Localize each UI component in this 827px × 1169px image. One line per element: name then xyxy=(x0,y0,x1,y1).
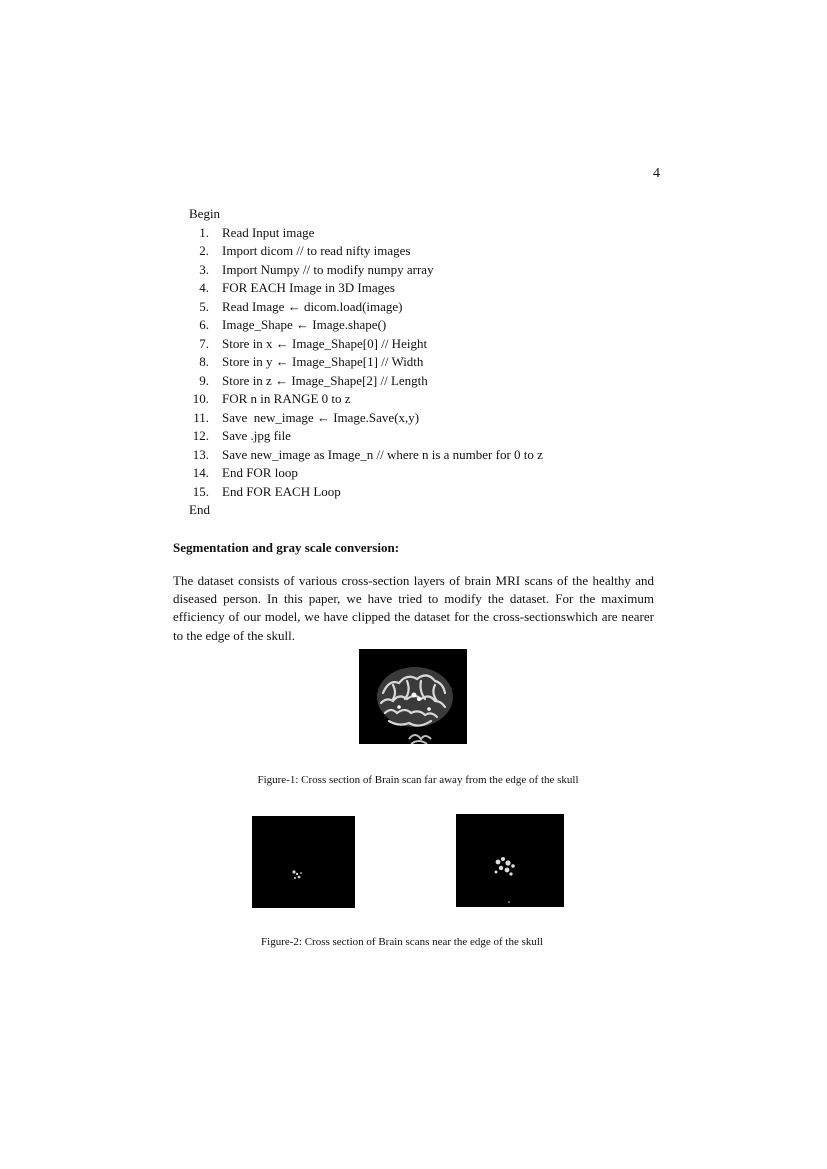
algorithm-step xyxy=(189,242,669,261)
figure-2-mri-image-right xyxy=(456,814,564,907)
step-number: 2. xyxy=(199,243,209,258)
step-text: Save .jpg file xyxy=(222,428,291,443)
figure-2-caption: Figure-2: Cross section of Brain scans near the edge of the skull xyxy=(261,936,543,948)
figure-2-right-graphic xyxy=(456,814,564,907)
step-number: 4. xyxy=(199,280,209,295)
algorithm-step xyxy=(189,464,669,483)
step-number: 1. xyxy=(199,224,209,240)
algorithm-step xyxy=(189,316,669,335)
figure-1-mri-image xyxy=(359,649,467,744)
step-text: FOR EACH Image in 3D Images xyxy=(222,280,395,295)
figure-2-left-graphic xyxy=(252,816,355,908)
step-text: Save new_image ← Image.Save(x,y) xyxy=(222,409,420,425)
algorithm-step xyxy=(189,446,669,465)
algorithm-step xyxy=(189,353,669,372)
algorithm-step xyxy=(189,372,669,391)
algorithm-step xyxy=(189,298,669,317)
algorithm-step xyxy=(189,427,669,446)
step-number: 12. xyxy=(192,428,209,443)
step-number: 5. xyxy=(199,298,209,314)
figure-1-caption: Figure-1: Cross section of Brain scan far away from the edge of the skull xyxy=(257,774,579,786)
step-number: 7. xyxy=(199,335,209,351)
algorithm-step xyxy=(189,224,669,243)
step-text: End FOR EACH Loop xyxy=(222,483,341,499)
step-text: End FOR loop xyxy=(222,465,298,480)
algorithm-step xyxy=(189,279,669,298)
section-heading: Segmentation and gray scale conversion: xyxy=(173,540,400,555)
algorithm-steps xyxy=(189,224,669,502)
step-number: 10. xyxy=(192,391,209,406)
algorithm-step xyxy=(189,390,669,409)
algorithm-step xyxy=(189,409,669,428)
step-number: 3. xyxy=(199,261,209,277)
algorithm-block xyxy=(189,205,669,520)
step-number: 15. xyxy=(192,483,209,499)
step-number: 13. xyxy=(192,446,209,462)
section-paragraph: The dataset consists of various cross-section layers of brain MRI scans of the healthy and diseased person. In this paper, we have tried to modify the dataset. For the maximum efficiency of our model, we have clipped the dataset for the cross-sectionswhich are nearer to the edge of the skull. xyxy=(173,573,654,643)
algorithm-step xyxy=(189,335,669,354)
figure-2-mri-image-left xyxy=(252,816,355,908)
step-text: Store in x ← Image_Shape[0] // Height xyxy=(222,335,428,351)
algorithm-step xyxy=(189,483,669,502)
algorithm-step xyxy=(189,261,669,280)
step-number: 6. xyxy=(199,317,209,332)
step-text: Image_Shape ← Image.shape() xyxy=(222,317,387,332)
step-number: 9. xyxy=(199,372,209,388)
step-text: Read Input image xyxy=(222,224,315,240)
step-text: Read Image ← dicom.load(image) xyxy=(222,298,403,314)
step-number: 11. xyxy=(193,409,209,425)
figure-1-brain-graphic xyxy=(359,649,467,744)
page-number: 4 xyxy=(653,166,660,181)
step-number: 8. xyxy=(199,354,209,369)
step-text: Store in z ← Image_Shape[2] // Length xyxy=(222,372,428,388)
step-text: Import dicom // to read nifty images xyxy=(222,243,411,258)
step-text: Save new_image as Image_n // where n is a number for 0 to z xyxy=(222,446,543,462)
algorithm-end: End xyxy=(189,502,210,517)
step-text: FOR n in RANGE 0 to z xyxy=(222,391,351,406)
step-text: Store in y ← Image_Shape[1] // Width xyxy=(222,354,424,369)
algorithm-begin: Begin xyxy=(189,206,221,221)
step-number: 14. xyxy=(192,465,209,480)
step-text: Import Numpy // to modify numpy array xyxy=(222,261,434,277)
